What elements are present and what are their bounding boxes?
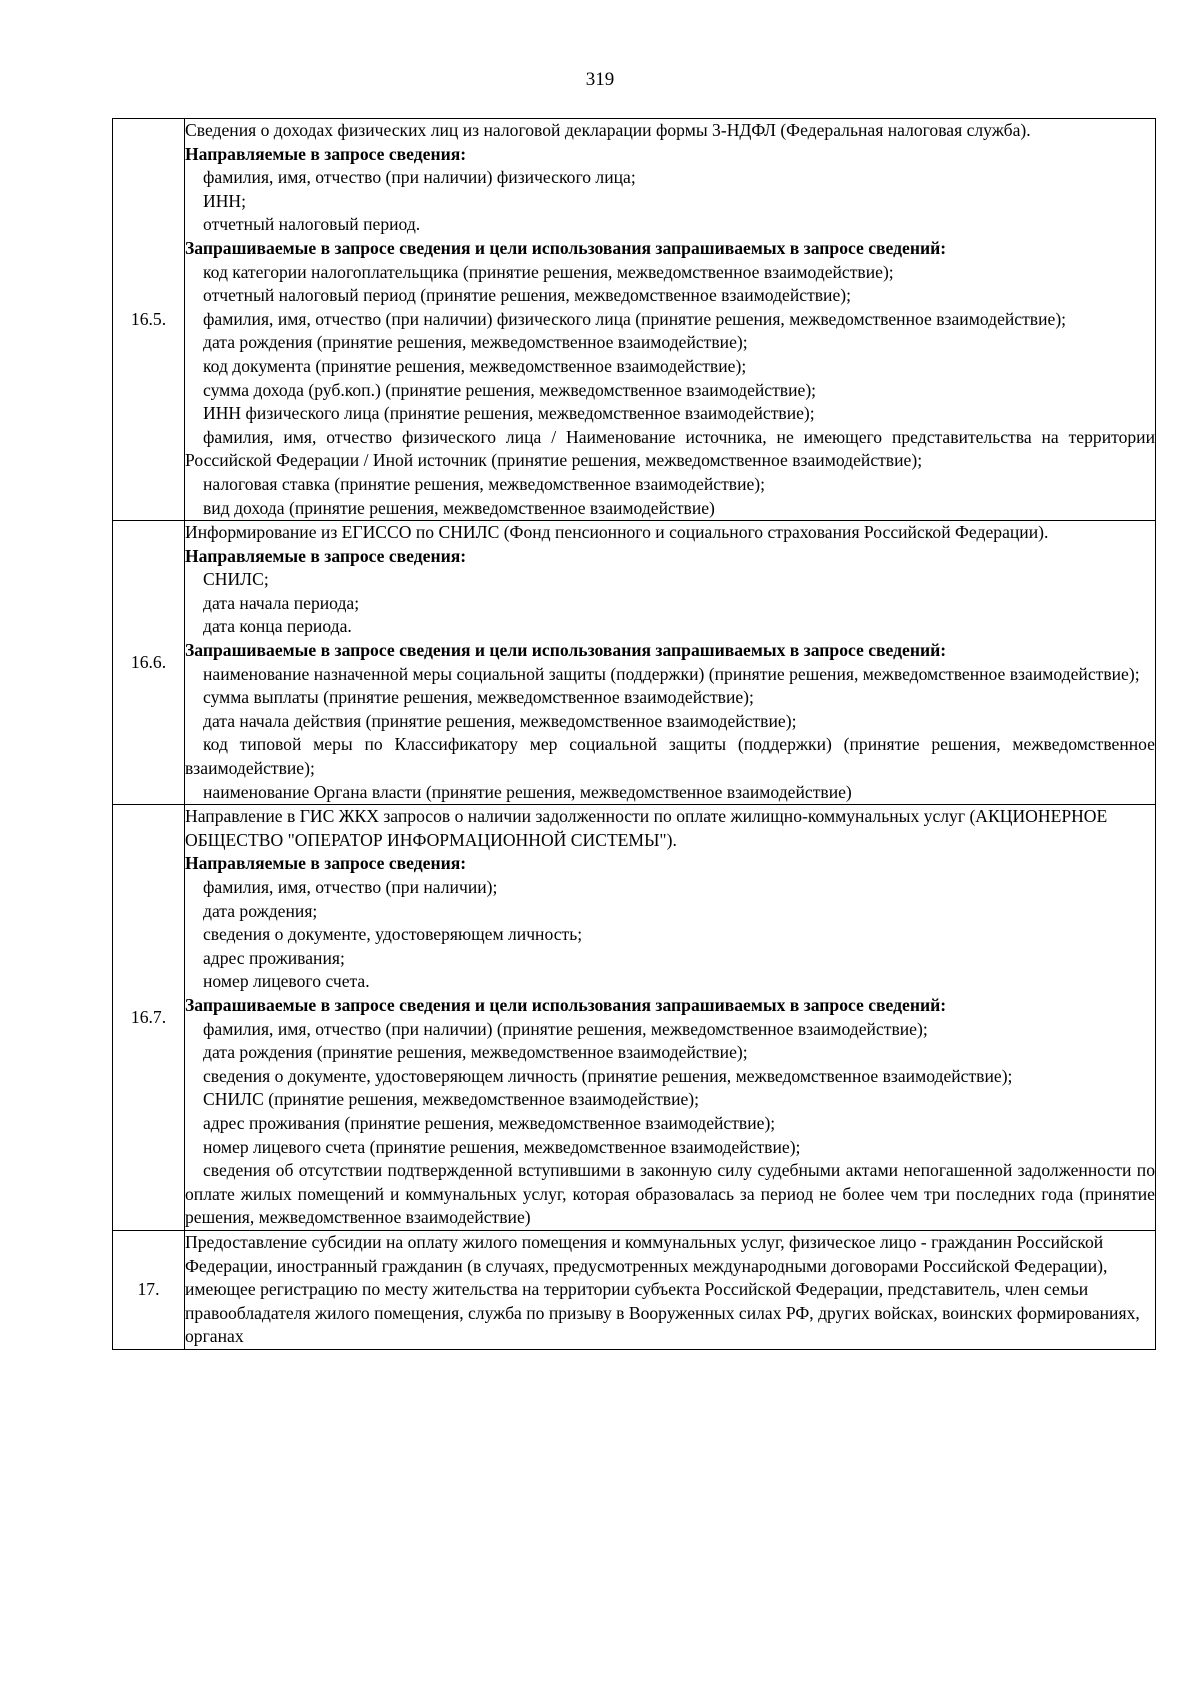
content-line: код документа (принятие решения, межведомственное взаимодействие); — [203, 355, 747, 376]
content-line: дата начала действия (принятие решения, межведомственное взаимодействие); — [203, 710, 797, 731]
content-line: Информирование из ЕГИССО по СНИЛС (Фонд пенсионного и социального страхования Российской Федерации). — [185, 522, 1049, 543]
content-line: наименование Органа власти (принятие решения, межведомственное взаимодействие) — [203, 781, 852, 802]
content-line: отчетный налоговый период. — [203, 214, 421, 235]
document-table-body — [113, 119, 1156, 1350]
content-line: сумма выплаты (принятие решения, межведомственное взаимодействие); — [203, 687, 754, 708]
row-number: 16.5. — [113, 119, 185, 521]
content-line: номер лицевого счета. — [203, 971, 370, 992]
content-line: отчетный налоговый период (принятие решения, межведомственное взаимодействие); — [203, 285, 852, 306]
content-line: номер лицевого счета (принятие решения, межведомственное взаимодействие); — [203, 1136, 801, 1157]
table-row — [113, 119, 1156, 521]
content-line: сумма дохода (руб.коп.) (принятие решения, межведомственное взаимодействие); — [203, 379, 817, 400]
table-row — [113, 805, 1156, 1231]
content-line: дата рождения (принятие решения, межведомственное взаимодействие); — [203, 332, 748, 353]
section-heading: Направляемые в запросе сведения: — [185, 853, 467, 874]
content-line: СНИЛС; — [203, 569, 269, 590]
content-line: дата конца периода. — [203, 616, 352, 637]
content-line: фамилия, имя, отчество (при наличии); — [203, 877, 498, 897]
content-line: сведения о документе, удостоверяющем личность; — [203, 924, 583, 945]
content-line: фамилия, имя, отчество (при наличии) (принятие решения, межведомственное взаимодействие); — [203, 1018, 928, 1039]
content-line: ИНН физического лица (принятие решения, межведомственное взаимодействие); — [203, 403, 815, 424]
table-row — [113, 1230, 1156, 1349]
content-line: Направление в ГИС ЖКХ запросов о наличии задолженности по оплате жилищно-коммунальных услуг (АКЦИОНЕРНОЕ ОБЩЕСТВО "ОПЕРАТОР ИНФОРМАЦИОННОЙ СИСТЕМЫ"). — [185, 806, 1108, 850]
content-line: дата начала периода; — [203, 592, 360, 613]
content-line: наименование назначенной меры социальной защиты (поддержки) (принятие решения, межведомственное взаимодействие); — [203, 663, 1140, 684]
content-line: код категории налогоплательщика (принятие решения, межведомственное взаимодействие); — [203, 261, 894, 282]
section-heading: Запрашиваемые в запросе сведения и цели использования запрашиваемых в запросе сведений: — [185, 237, 947, 258]
row-content — [185, 805, 1156, 1231]
document-table — [112, 118, 1156, 1350]
content-line: фамилия, имя, отчество (при наличии) физического лица; — [203, 167, 636, 188]
content-line: сведения о документе, удостоверяющем личность (принятие решения, межведомственное взаимодействие); — [203, 1065, 1013, 1086]
content-line: Предоставление субсидии на оплату жилого помещения и коммунальных услуг, физическое лицо - гражданин Российской Федерации, иностранный гражданин (в случаях, предусмотренных международными договорами Российской Федерации), имеющее регистрацию по месту жительства на территории субъекта Российской Федерации, представитель, член семьи правообладателя жилого помещения, служба по призыву в Вооруженных силах РФ, других войсках, воинских формированиях, органах — [185, 1231, 1140, 1347]
table-row — [113, 521, 1156, 805]
row-number: 16.6. — [113, 521, 185, 805]
content-line: адрес проживания; — [203, 947, 345, 968]
row-number: 16.7. — [113, 805, 185, 1231]
section-heading: Запрашиваемые в запросе сведения и цели использования запрашиваемых в запросе сведений: — [185, 994, 947, 1015]
content-line: ИНН; — [203, 190, 247, 211]
row-content — [185, 1230, 1156, 1349]
content-line: СНИЛС (принятие решения, межведомственное взаимодействие); — [203, 1089, 700, 1110]
content-line: адрес проживания (принятие решения, межведомственное взаимодействие); — [203, 1112, 776, 1133]
section-heading: Направляемые в запросе сведения: — [185, 143, 467, 164]
content-line: Сведения о доходах физических лиц из налоговой декларации формы 3-НДФЛ (Федеральная налоговая служба). — [185, 120, 1031, 140]
content-line: сведения об отсутствии подтвержденной вступившими в законную силу судебными актами непогашенной задолженности по оплате жилых помещений и коммунальных услуг, которая образовалась за период не более чем три последних года (принятие решения, межведомственное взаимодействие) — [185, 1160, 1155, 1228]
page-number: 319 — [585, 69, 615, 90]
row-number: 17. — [113, 1230, 185, 1349]
row-content — [185, 119, 1156, 521]
content-line: фамилия, имя, отчество (при наличии) физического лица (принятие решения, межведомственное взаимодействие); — [203, 308, 1067, 329]
content-line: фамилия, имя, отчество физического лица / Наименование источника, не имеющего представительства на территории Российской Федерации / Иной источник (принятие решения, межведомственное взаимодействие); — [185, 426, 1155, 471]
content-line: дата рождения (принятие решения, межведомственное взаимодействие); — [203, 1042, 748, 1063]
row-content — [185, 521, 1156, 805]
content-line: налоговая ставка (принятие решения, межведомственное взаимодействие); — [203, 473, 766, 494]
content-line: вид дохода (принятие решения, межведомственное взаимодействие) — [203, 497, 715, 518]
content-line: код типовой меры по Классификатору мер социальной защиты (поддержки) (принятие решения, межведомственное взаимодействие); — [185, 734, 1155, 779]
content-line: дата рождения; — [203, 900, 318, 921]
section-heading: Направляемые в запросе сведения: — [185, 545, 467, 566]
section-heading: Запрашиваемые в запросе сведения и цели использования запрашиваемых в запросе сведений: — [185, 640, 947, 661]
